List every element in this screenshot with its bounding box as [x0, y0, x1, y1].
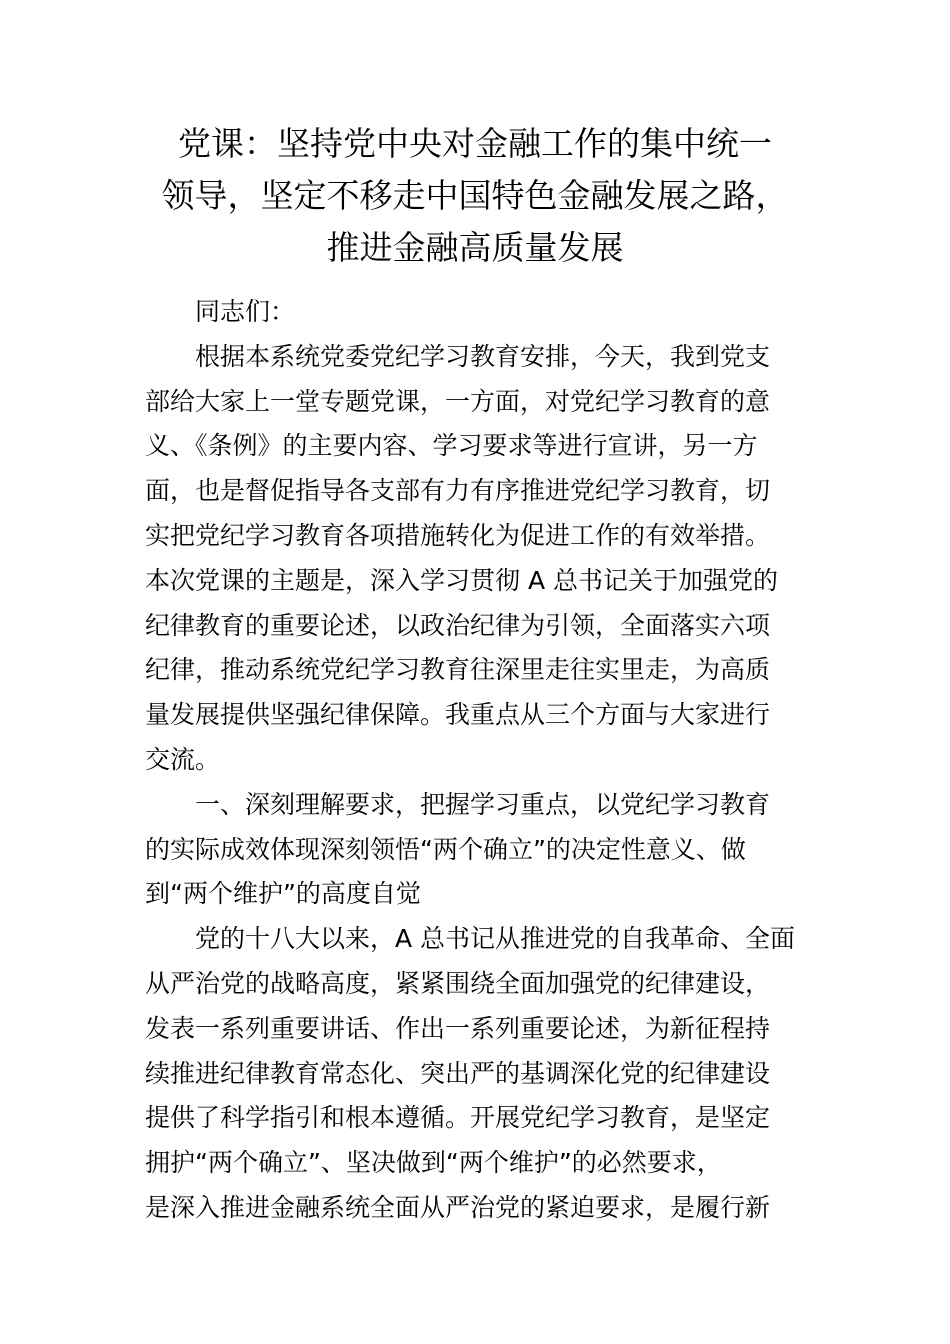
paragraph-line: 实把党纪学习教育各项措施转化为促进工作的有效举措。 — [145, 520, 771, 550]
paragraph-section-1 — [145, 917, 815, 1231]
paragraph-line: 面，也是督促指导各支部有力有序推进党纪学习教育，切 — [145, 476, 771, 506]
section-heading-1 — [145, 783, 815, 917]
heading-line: 的实际成效体现深刻领悟“两个确立”的决定性意义、做 — [145, 834, 746, 864]
title-line: 推进金融高质量发展 — [326, 228, 624, 267]
greeting-line: 同志们： — [195, 297, 296, 326]
paragraph-line: 发表一系列重要讲话、作出一系列重要论述，为新征程持 — [145, 1013, 771, 1043]
paragraph-line: 纪律，推动系统党纪学习教育往深里走往实里走，为高质 — [145, 655, 771, 685]
paragraph-line: 从严治党的战略高度，紧紧围绕全面加强党的纪律建设， — [145, 968, 771, 998]
paragraph-line: 量发展提供坚强纪律保障。我重点从三个方面与大家进行 — [145, 700, 771, 730]
paragraph-line: 根据本系统党委党纪学习教育安排，今天，我到党支 — [195, 341, 771, 371]
paragraph-line: 义、《条例》的主要内容、学习要求等进行宣讲，另一方 — [145, 431, 758, 461]
paragraph-line: 本次党课的主题是，深入学习贯彻 A 总书记关于加强党的 — [145, 565, 778, 595]
title-line: 领导，坚定不移走中国特色金融发展之路， — [161, 176, 789, 215]
paragraph-line: 纪律教育的重要论述，以政治纪律为引领，全面落实六项 — [145, 610, 771, 640]
greeting — [145, 290, 815, 335]
paragraph-line: 提供了科学指引和根本遵循。开展党纪学习教育，是坚定 — [145, 1103, 771, 1133]
heading-line: 一、深刻理解要求，把握学习重点，以党纪学习教育 — [195, 789, 771, 819]
paragraph-line: 是深入推进金融系统全面从严治党的紧迫要求，是履行新 — [145, 1192, 771, 1222]
paragraph-intro — [145, 335, 815, 783]
paragraph-line: 拥护“两个确立”、坚决做到“两个维护”的必然要求， — [145, 1148, 722, 1178]
title-line: 党课：坚持党中央对金融工作的集中统一 — [178, 124, 772, 163]
paragraph-line: 交流。 — [145, 744, 221, 774]
paragraph-line: 部给大家上一堂专题党课，一方面，对党纪学习教育的意 — [145, 386, 771, 416]
document-body — [145, 290, 815, 1231]
paragraph-line: 党的十八大以来，A 总书记从推进党的自我革命、全面 — [195, 924, 796, 954]
document-title — [120, 118, 830, 274]
paragraph-line: 续推进纪律教育常态化、突出严的基调深化党的纪律建设 — [145, 1058, 771, 1088]
heading-line: 到“两个维护”的高度自觉 — [145, 879, 421, 909]
